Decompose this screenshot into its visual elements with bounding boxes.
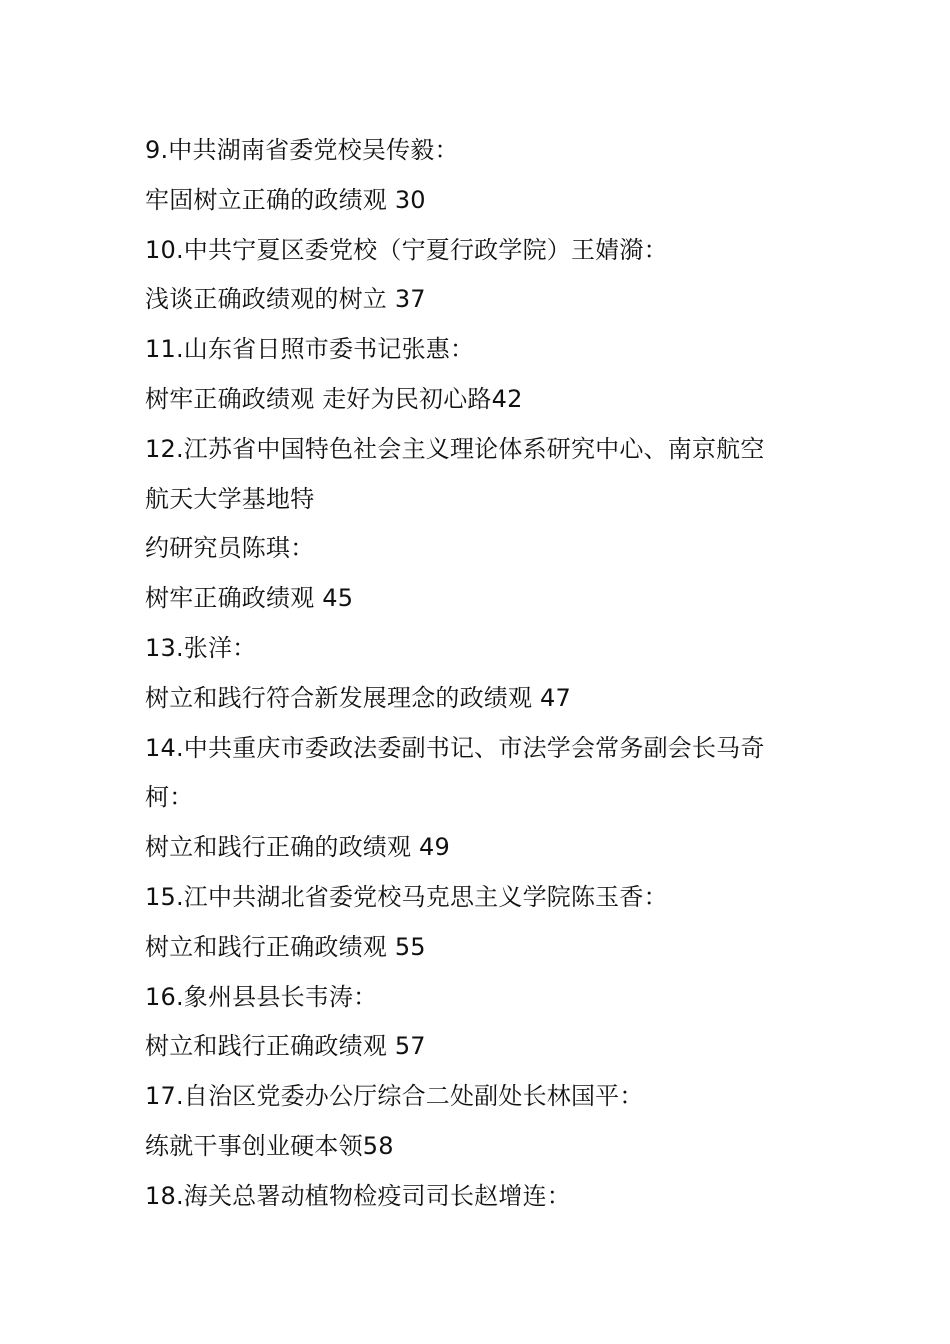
table-of-contents [145,126,825,1222]
toc-entry-title: 牢固树立正确的政绩观 30 [145,185,426,214]
toc-entry-heading: 18.海关总署动植物检疫司司长赵增连： [145,1181,571,1210]
toc-entry-heading: 11.山东省日照市委书记张惠： [145,335,475,364]
toc-entry-heading-continued: 约研究员陈琪： [145,534,315,563]
toc-entry-heading: 12.江苏省中国特色社会主义理论体系研究中心、南京航空 [145,434,765,463]
toc-entry-title: 树立和践行正确的政绩观 49 [145,833,450,862]
toc-entry-heading: 10.中共宁夏区委党校（宁夏行政学院）王婧漪： [145,235,668,264]
toc-entry-heading-continued: 柯： [145,783,194,812]
toc-entry-title: 树立和践行符合新发展理念的政绩观 47 [145,683,571,712]
toc-entry-heading-continued: 航天大学基地特 [145,484,315,513]
toc-entry-heading: 14.中共重庆市委政法委副书记、市法学会常务副会长马奇 [145,733,765,762]
toc-entry-heading: 15.江中共湖北省委党校马克思主义学院陈玉香： [145,882,668,911]
toc-entry-heading: 9.中共湖南省委党校吴传毅： [145,136,459,164]
toc-entry-title: 练就干事创业硬本领58 [145,1131,394,1160]
toc-entry-title: 浅谈正确政绩观的树立 37 [145,285,426,314]
toc-entry-title: 树立和践行正确政绩观 57 [145,1032,426,1061]
toc-entry-title: 树牢正确政绩观 45 [145,584,354,613]
toc-entry-title: 树牢正确政绩观 走好为民初心路42 [145,384,523,413]
toc-entry-title: 树立和践行正确政绩观 55 [145,932,426,961]
toc-entry-heading: 16.象州县县长韦涛： [145,982,378,1011]
toc-entry-heading: 13.张洋： [145,633,257,662]
toc-entry-heading: 17.自治区党委办公厅综合二处副处长林国平： [145,1082,644,1111]
